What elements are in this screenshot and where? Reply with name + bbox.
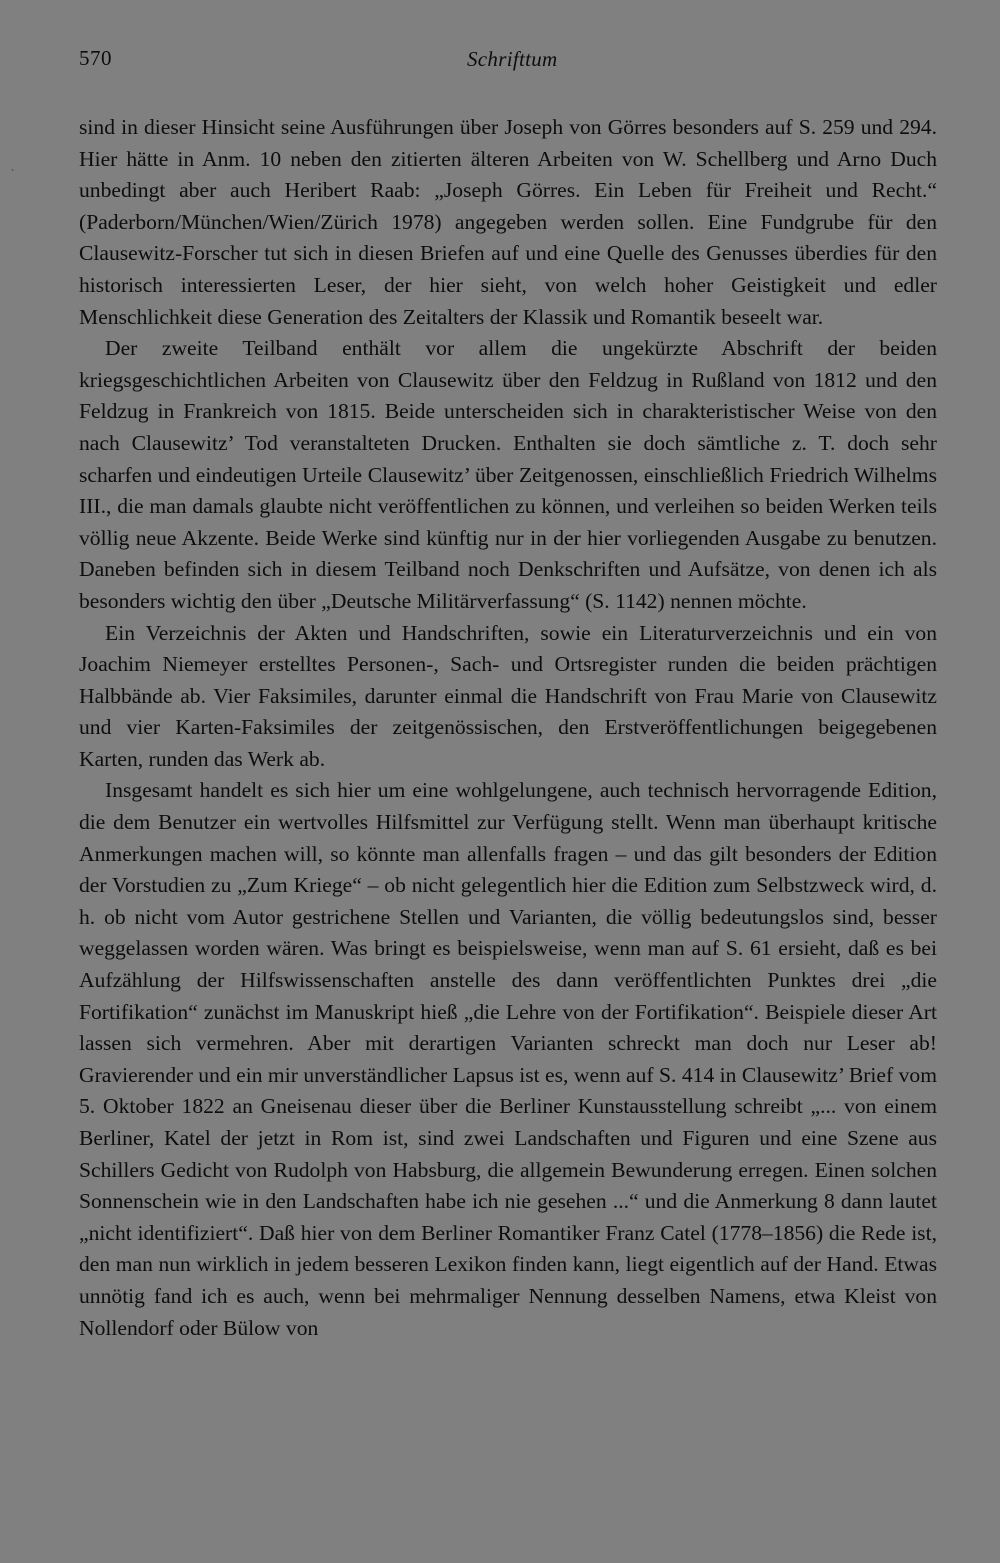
running-head xyxy=(79,46,936,76)
paragraph-2: Der zweite Teilband enthält vor allem die ungekürzte Abschrift der beiden kriegsgeschichtlichen Arbeiten von Clausewitz über den Feldzug in Rußland von 1812 und den Feldzug in Frankreich von 1815. Beide unterscheiden sich in charakteristischer Weise von den nach Clausewitz’ Tod veranstalteten Drucken. Enthalten sie doch sämtliche z. T. doch sehr scharfen und eindeutigen Urteile Clausewitz’ über Zeitgenossen, einschließlich Friedrich Wilhelms III., die man damals glaubte nicht veröffentlichen zu können, und verleihen so beiden Werken teils völlig neue Akzente. Beide Werke sind künftig nur in der hier vorliegenden Ausgabe zu benutzen. Daneben befinden sich in diesem Teilband noch Denkschriften und Aufsätze, von denen ich als besonders wichtig den über „Deutsche Militärverfassung“ (S. 1142) nennen möchte. xyxy=(79,336,937,613)
body-text xyxy=(79,112,937,1344)
page-number: 570 xyxy=(79,46,112,70)
paragraph-4: Insgesamt handelt es sich hier um eine wohlgelungene, auch technisch hervorragende Edition, die dem Benutzer ein wertvolles Hilfsmittel zur Verfügung stellt. Wenn man überhaupt kritische Anmerkungen machen will, so könnte man allenfalls fragen – und das gilt besonders der Edition der Vorstudien zu „Zum Kriege“ – ob nicht gelegentlich hier die Edition zum Selbstzweck wird, d. h. ob nicht vom Autor gestrichene Stellen und Varianten, die völlig bedeutungslos sind, besser weggelassen worden wären. Was bringt es beispielsweise, wenn man auf S. 61 ersieht, daß es bei Aufzählung der Hilfswissenschaften anstelle des dann veröffentlichten Punktes drei „die Fortifikation“ zunächst im Manuskript hieß „die Lehre von der Fortifikation“. Beispiele dieser Art lassen sich vermehren. Aber mit derartigen Varianten schreckt man doch nur Leser ab! Gravierender und ein mir unverständlicher Lapsus ist es, wenn auf S. 414 in Clausewitz’ Brief vom 5. Oktober 1822 an Gneisenau dieser über die Berliner Kunstausstellung schreibt „... von einem Berliner, Katel der jetzt in Rom ist, sind zwei Landschaften und Figuren und eine Szene aus Schillers Gedicht von Rudolph von Habsburg, die allgemein Bewunderung erregen. Einen solchen Sonnenschein wie in den Landschaften habe ich nie gesehen ...“ und die Anmerkung 8 dann lautet „nicht identifiziert“. Daß hier von dem Berliner Romantiker Franz Catel (1778–1856) die Rede ist, den man nun wirklich in jedem besseren Lexikon finden kann, liegt eigentlich auf der Hand. Etwas unnötig fand ich es auch, wenn bei mehrmaliger Nennung desselben Namens, etwa Kleist von Nollendorf oder Bülow von xyxy=(79,778,937,1340)
paragraph-1: sind in dieser Hinsicht seine Ausführungen über Joseph von Görres besonders auf S. 259 und 294. Hier hätte in Anm. 10 neben den zitierten älteren Arbeiten von W. Schellberg und Arno Duch unbedingt aber auch Heribert Raab: „Joseph Görres. Ein Leben für Freiheit und Recht.“ (Paderborn/München/Wien/Zürich 1978) angegeben werden sollen. Eine Fundgrube für den Clausewitz-Forscher tut sich in diesen Briefen auf und eine Quelle des Genusses überdies für den historisch interessierten Leser, der hier sieht, von welch hoher Geistigkeit und edler Menschlichkeit diese Generation des Zeitalters der Klassik und Romantik beseelt war. xyxy=(79,115,937,329)
paragraph-3: Ein Verzeichnis der Akten und Handschriften, sowie ein Literaturverzeichnis und ein von Joachim Niemeyer erstelltes Personen-, Sach- und Ortsregister runden die beiden prächtigen Halbbände ab. Vier Faksimiles, darunter einmal die Handschrift von Frau Marie von Clausewitz und vier Karten-Faksimiles der zeitgenössischen, den Erstveröffentlichungen beigegebenen Karten, runden das Werk ab. xyxy=(79,620,937,771)
running-title: Schrifttum xyxy=(467,47,558,71)
margin-mark: ` xyxy=(11,169,15,180)
